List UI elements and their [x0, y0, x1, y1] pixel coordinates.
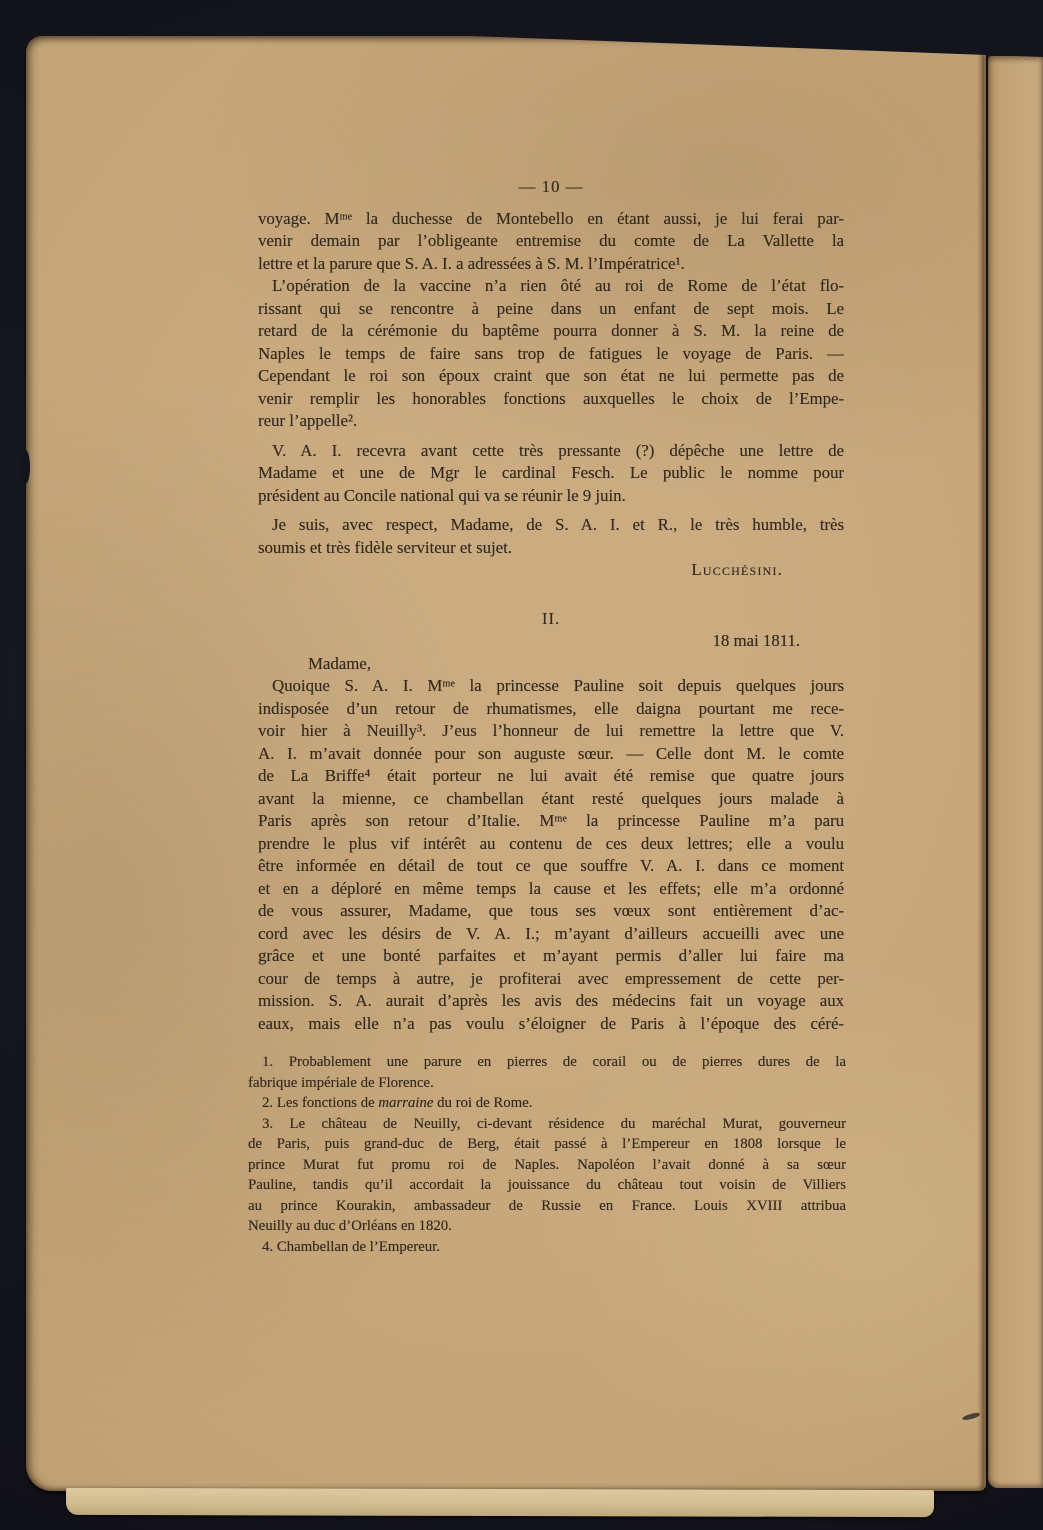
text-line: Madame et une de Mgr le cardinal Fesch. Le public le nomme pour — [258, 463, 844, 482]
text-line: mission. S. A. aurait d’après les avis des médecins fait un voyage aux — [258, 991, 844, 1010]
text-line: cord avec les désirs de V. A. I.; m’ayant d’ailleurs accueilli avec une — [258, 923, 844, 943]
next-page-edge — [988, 56, 1043, 1488]
text-line: 4. Chambellan de l’Empereur. — [262, 1238, 440, 1255]
text-line: président au Concile national qui va se réunir le 9 juin. — [258, 485, 626, 505]
text-line: voyage. Mᵐᵉ la duchesse de Montebello en étant aussi, je lui ferai par- — [258, 208, 844, 228]
footnote-3 — [248, 1114, 846, 1237]
text-line: V. A. I. recevra avant cette très pressante (?) dépêche une lettre de — [272, 440, 844, 460]
page-text-block — [248, 176, 846, 1257]
text-line: venir demain par l’obligeante entremise du comte de La Vallette la — [258, 231, 844, 250]
text-line: Quoique S. A. I. Mᵐᵉ la princesse Pauline soit depuis quelques jours — [272, 676, 844, 695]
text-line: de La Briffe⁴ était porteur ne lui avait été remise que quatre jours — [258, 766, 844, 785]
paragraph — [258, 440, 844, 508]
text-line: Cependant le roi son époux craint que son état ne lui permette pas de — [258, 366, 844, 385]
text-line: Pauline, tandis qu’il accordait la jouissance du château tout voisin de Villiers — [248, 1177, 846, 1193]
footnote-2-pre: 2. Les fonctions de — [262, 1095, 379, 1111]
text-line: de vous assurer, Madame, que tous ses vœux sont entièrement d’ac- — [258, 901, 844, 920]
footnote-4 — [248, 1237, 846, 1258]
text-line: Neuilly au duc d’Orléans en 1820. — [248, 1218, 452, 1234]
footnotes-block — [248, 1052, 846, 1257]
letter-date: 18 mai 1811. — [712, 631, 800, 650]
page-edge-notch — [21, 450, 30, 484]
text-line: 3. Le château de Neuilly, ci-devant résidence du maréchal Murat, gouverneur — [262, 1115, 846, 1132]
text-line: eaux, mais elle n’a pas voulu s’éloigner de Paris à l’époque des céré- — [258, 1013, 844, 1033]
text-line: soumis et très fidèle serviteur et sujet. — [258, 537, 512, 557]
text-line: prendre le plus vif intérêt au contenu de ces deux lettres; elle a voulu — [258, 833, 844, 853]
text-line: au prince Kourakin, ambassadeur de Russie en France. Louis XVIII attribua — [248, 1197, 846, 1214]
text-line: prince Murat fut promu roi de Naples. Napoléon l’avait donné à sa sœur — [248, 1156, 846, 1173]
footnote-2-post: du roi de Rome. — [433, 1095, 533, 1111]
text-line: Paris après son retour d’Italie. Mᵐᵉ la princesse Pauline m’a paru — [258, 811, 844, 830]
text-line: grâce et une bonté parfaites et m’ayant permis d’aller lui faire ma — [258, 946, 844, 965]
footnote-2 — [248, 1093, 846, 1114]
text-line: A. I. m’avait donnée pour son auguste sœur. — Celle dont M. le comte — [258, 743, 844, 763]
text-line: fabrique impériale de Florence. — [248, 1074, 434, 1091]
text-line: retard de la cérémonie du baptême pourra donner à S. M. la reine de — [258, 321, 844, 340]
text-line: Je suis, avec respect, Madame, de S. A. I. et R., le très humble, très — [272, 515, 844, 534]
text-line: venir remplir les honorables fonctions auxquelles le choix de l’Empe- — [258, 388, 844, 408]
footnote-2-italic-term: marraine — [378, 1095, 434, 1111]
text-line: de Paris, puis grand-duc de Berg, était passé à l’Empereur en 1808 lorsque le — [248, 1136, 846, 1152]
text-line: indisposée d’un retour de rhumatismes, elle daigna pourtant me rece- — [258, 698, 844, 718]
footnote-1 — [248, 1052, 846, 1093]
paragraph — [258, 275, 844, 433]
book-page — [26, 36, 986, 1491]
text-line: reur l’appelle². — [258, 411, 358, 430]
text-line: Naples le temps de faire sans trop de fatigues le voyage de Paris. — — [258, 343, 844, 363]
letter-2 — [258, 608, 844, 1036]
text-line: cour de temps à autre, je profiterai avec empressement de cette per- — [258, 968, 844, 988]
paragraph — [258, 514, 844, 559]
section-heading: II. — [541, 608, 561, 628]
text-line: être informée en détail de tout ce que souffre V. A. I. dans ce moment — [258, 856, 844, 875]
letter-signature: Lucchésini. — [691, 560, 783, 579]
text-line: voir hier à Neuilly³. J’eus l’honneur de lui remettre la lettre que V. — [258, 721, 844, 740]
text-line: et en a déploré en même temps la cause et les effets; elle m’a ordonné — [258, 878, 844, 898]
text-line — [248, 1093, 846, 1114]
text-line: 1. Probablement une parure en pierres de corail ou de pierres dures de la — [262, 1054, 846, 1070]
text-line: rissant qui se rencontre à peine dans un enfant de sept mois. Le — [258, 298, 844, 318]
letter-salutation: Madame, — [308, 653, 371, 673]
paragraph — [258, 208, 844, 276]
letter-1 — [258, 208, 844, 582]
page-number: — 10 — — [518, 177, 584, 196]
text-line: L’opération de la vaccine n’a rien ôté au roi de Rome de l’état flo- — [272, 276, 844, 295]
text-line: avant la mienne, ce chambellan étant resté quelques jours malade à — [258, 788, 844, 808]
under-page-edge — [66, 1488, 934, 1517]
text-line: lettre et la parure que S. A. I. a adressées à S. M. l’Impératrice¹. — [258, 253, 685, 273]
paragraph — [258, 675, 844, 1035]
